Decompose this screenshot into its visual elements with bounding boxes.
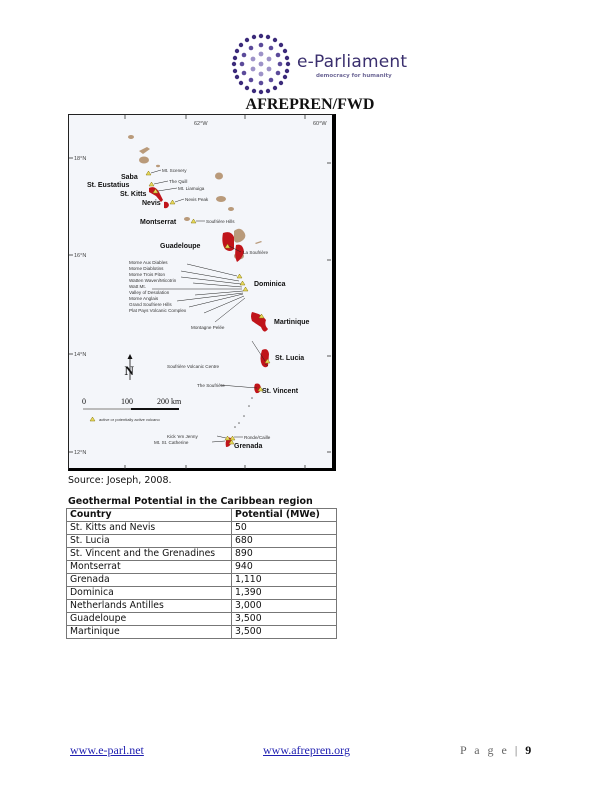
volcano-label-la-soufriere: La Soufrière — [243, 250, 269, 255]
island-label-st-kitts: St. Kitts — [120, 191, 147, 198]
scale-label-200: 200 km — [157, 397, 182, 406]
volcano-label-mt-scenery: Mt. Scenery — [162, 168, 187, 173]
lat-label-14n: 14°N — [74, 352, 87, 358]
volcano-label-dominica-7: Grand Soufriere Hills — [129, 302, 172, 307]
island-label-st-vincent: St. Vincent — [262, 388, 299, 395]
footer-link-e-parl[interactable]: www.e-parl.net — [70, 743, 144, 757]
page-header-title: AFREPREN/FWD — [245, 96, 375, 113]
lat-label-12n: 12°N — [74, 450, 87, 456]
volcano-label-dominica-2: Morne Trois Piton — [129, 272, 165, 277]
island-label-montserrat: Montserrat — [140, 219, 177, 226]
volcano-label-soufriere-volcanic-centre: Soufrière Volcanic Centre — [167, 364, 220, 369]
table-title: Geothermal Potential in the Caribbean region — [68, 496, 313, 507]
cell-country: Guadeloupe — [67, 613, 232, 626]
cell-potential: 890 — [232, 548, 337, 561]
footer-link-afrepren[interactable]: www.afrepren.org — [263, 743, 350, 757]
island-label-st-eustatius: St. Eustatius — [87, 182, 130, 189]
table-row — [67, 613, 337, 626]
lon-label-62w: 62°W — [194, 121, 208, 127]
scale-bar — [83, 408, 131, 410]
cell-potential: 3,500 — [232, 613, 337, 626]
island-label-saba: Saba — [121, 174, 138, 181]
volcano-label-ronde-caille: Ronde/Caille — [244, 435, 271, 440]
volcano-label-the-quill: The Quill — [169, 179, 188, 184]
cell-potential: 3,500 — [232, 626, 337, 639]
lat-label-16n: 16°N — [74, 253, 87, 259]
cell-country: St. Lucia — [67, 535, 232, 548]
cell-country: Grenada — [67, 574, 232, 587]
page-number — [460, 743, 531, 758]
island-label-martinique: Martinique — [274, 319, 310, 326]
volcano-label-dominica-4: Watt Mt. — [129, 284, 146, 289]
lat-label-18n: 18°N — [74, 156, 87, 162]
volcano-label-dominica-8: Plat Pays Volcanic Complex — [129, 308, 187, 313]
volcano-label-nevis-peak: Nevis Peak — [185, 197, 209, 202]
cell-country: St. Vincent and the Grenadines — [67, 548, 232, 561]
scale-label-0: 0 — [82, 397, 86, 406]
island-label-st-lucia: St. Lucia — [275, 355, 305, 362]
table-header-row — [67, 509, 337, 522]
island-label-nevis: Nevis — [142, 200, 161, 207]
table-row — [67, 535, 337, 548]
volcano-label-the-soufriere: The Soufrière — [197, 383, 225, 388]
table-row — [67, 626, 337, 639]
column-header-country: Country — [67, 509, 232, 522]
table-row — [67, 587, 337, 600]
lon-label-60w: 60°W — [313, 121, 327, 127]
volcano-label-soufriere-hills: Soufrière Hills — [206, 219, 235, 224]
table-row — [67, 548, 337, 561]
volcano-label-dominica-5: Valley of Desolation — [129, 290, 170, 295]
volcano-label-kick-em-jenny: Kick 'em Jenny — [167, 434, 198, 439]
cell-potential: 50 — [232, 522, 337, 535]
table-row — [67, 561, 337, 574]
cell-country: Netherlands Antilles — [67, 600, 232, 613]
e-parliament-logo-icon — [228, 33, 294, 95]
cell-potential: 3,000 — [232, 600, 337, 613]
table-row — [67, 574, 337, 587]
cell-potential: 1,390 — [232, 587, 337, 600]
figure-source: Source: Joseph, 2008. — [68, 475, 172, 486]
table-row — [67, 600, 337, 613]
cell-country: Dominica — [67, 587, 232, 600]
volcano-label-mt-liamuiga: Mt. Liamuiga — [178, 186, 205, 191]
cell-potential: 1,110 — [232, 574, 337, 587]
volcano-label-dominica-1: Morne Diablotins — [129, 266, 164, 271]
scale-label-100: 100 — [121, 397, 133, 406]
island-label-dominica: Dominica — [254, 281, 286, 288]
cell-potential: 680 — [232, 535, 337, 548]
island-label-guadeloupe: Guadeloupe — [160, 243, 201, 250]
caribbean-volcano-map — [68, 114, 336, 471]
page-label: P a g e | — [460, 743, 520, 757]
volcano-label-dominica-3: Watten Waven/Micotrin — [129, 278, 177, 283]
volcano-label-dominica-0: Morne Aux Diables — [129, 260, 168, 265]
cell-country: Martinique — [67, 626, 232, 639]
volcano-label-dominica-6: Morne Anglais — [129, 296, 159, 301]
north-label: N — [124, 363, 134, 378]
cell-country: St. Kitts and Nevis — [67, 522, 232, 535]
volcano-label-mt-st-catherine: Mt. St. Catherine — [154, 440, 189, 445]
cell-country: Montserrat — [67, 561, 232, 574]
column-header-potential: Potential (MWe) — [232, 509, 337, 522]
table-row — [67, 522, 337, 535]
volcano-legend-icon — [90, 417, 95, 421]
page-number-value: 9 — [525, 743, 532, 757]
logo-tagline: democracy for humanity — [316, 73, 392, 79]
geothermal-potential-table — [66, 508, 337, 639]
island-label-grenada: Grenada — [234, 443, 263, 450]
north-arrow-icon — [125, 354, 135, 380]
cell-potential: 940 — [232, 561, 337, 574]
logo-name: e-Parliament — [297, 52, 408, 72]
volcano-label-montagne-pelee: Montagne Pelée — [191, 325, 225, 330]
legend-label: active or potentially active volcano — [99, 417, 160, 422]
